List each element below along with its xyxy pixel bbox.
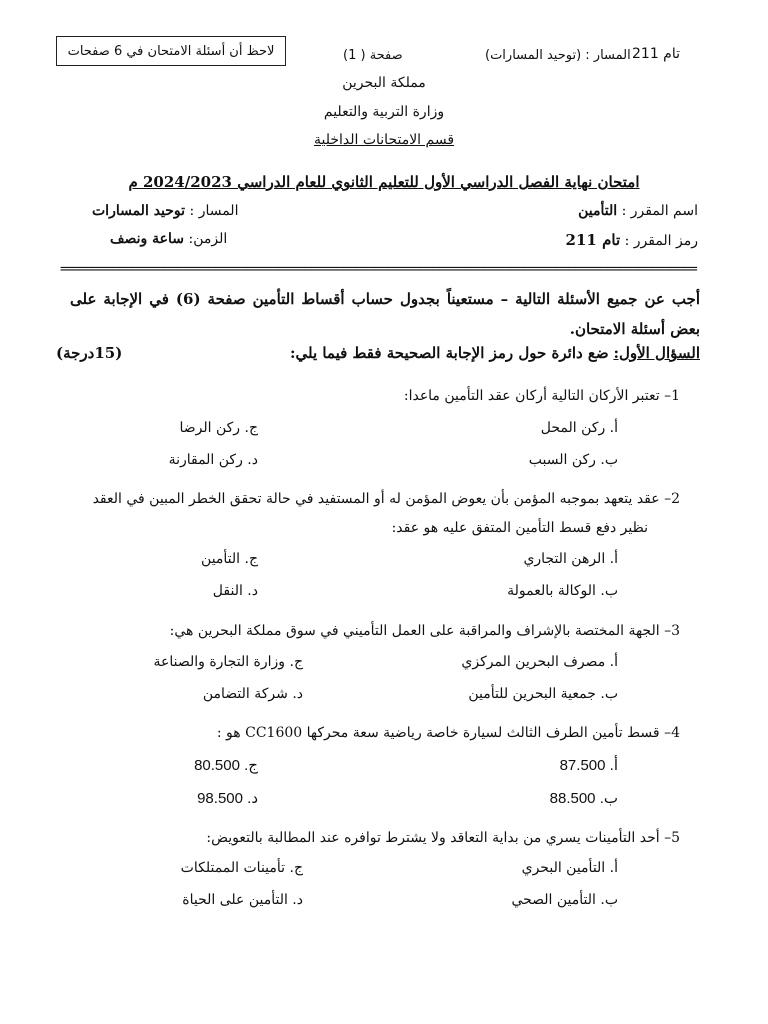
course-name-value: التأمين	[578, 203, 618, 219]
track-row	[92, 203, 238, 219]
pages-notice-box	[56, 36, 286, 66]
kingdom-name: مملكة البحرين	[342, 75, 426, 91]
question-1-option-b[interactable]: ب. ركن السبب	[528, 452, 618, 468]
question-2-option-a[interactable]: أ. الرهن التجاري	[523, 551, 618, 567]
question-1-option-c[interactable]: ج. ركن الرضا	[179, 420, 258, 436]
question-5-option-d[interactable]: د. التأمين على الحياة	[182, 892, 303, 908]
question-3-option-b[interactable]: ب. جمعية البحرين للتأمين	[468, 686, 618, 702]
department-name: قسم الامتحانات الداخلية	[313, 132, 455, 148]
question-2-option-b[interactable]: ب. الوكالة بالعمولة	[507, 583, 618, 599]
section-heading	[290, 344, 700, 362]
exam-title: امتحان نهاية الفصل الدراسي الأول للتعليم الثانوي للعام الدراسي 2024/2023 م	[128, 173, 640, 191]
question-4-option-b[interactable]: ب. 88.500	[549, 790, 618, 807]
question-3-option-c[interactable]: ج. وزارة التجارة والصناعة	[153, 654, 303, 670]
question-1-stem: 1– تعتبر الأركان التالية أركان عقد التأمين ماعدا:	[403, 388, 680, 404]
question-3-stem: 3– الجهة المختصة بالإشراف والمراقبة على العمل التأميني في سوق مملكة البحرين هي:	[169, 623, 680, 639]
question-5-stem: 5– أحد التأمينات يسري من بداية التعاقد ولا يشترط توافره عند المطالبة بالتعويض:	[206, 830, 680, 846]
section-label: السؤال الأول:	[613, 344, 700, 362]
time-value: ساعة ونصف	[110, 231, 185, 247]
question-5-option-b[interactable]: ب. التأمين الصحي	[511, 892, 618, 908]
question-4-stem: 4– قسط تأمين الطرف الثالث لسيارة خاصة رياضية سعة محركها CC1600 هو :	[216, 725, 680, 741]
separator-line: ===================================================================================================	[60, 262, 697, 277]
course-code-value: تام 211	[565, 231, 621, 249]
question-4-option-c[interactable]: ج. 80.500	[194, 757, 258, 774]
instructions: أجب عن جميع الأسئلة التالية – مستعيناً بجدول حساب أقساط التأمين صفحة (6) في الإجابة على بعض أسئلة الامتحان.	[70, 290, 700, 338]
page-number: صفحة ( 1)	[343, 48, 403, 63]
question-2-stem: 2– عقد يتعهد بموجبه المؤمن بأن يعوض المؤمن له أو المستفيد في حالة تحقق الخطر المبين في العقد	[92, 491, 680, 507]
header-track: المسار : (توحيد المسارات)	[485, 48, 631, 63]
time-row	[110, 231, 227, 247]
question-2-option-c[interactable]: ج. التأمين	[201, 551, 258, 567]
header-course-code: تام 211	[632, 46, 681, 62]
course-code-row	[566, 231, 698, 249]
section-text: ضع دائرة حول رمز الإجابة الصحيحة فقط فيما يلي:	[289, 344, 609, 362]
question-5-option-c[interactable]: ج. تأمينات الممتلكات	[180, 860, 303, 876]
question-4-option-d[interactable]: د. 98.500	[197, 790, 258, 807]
section-marks: (15درجة)	[56, 344, 123, 362]
track-value: توحيد المسارات	[92, 203, 186, 219]
question-4-option-a[interactable]: أ. 87.500	[559, 757, 618, 774]
question-3-option-d[interactable]: د. شركة التضامن	[202, 686, 303, 702]
question-1-option-a[interactable]: أ. ركن المحل	[540, 420, 618, 436]
question-1-option-d[interactable]: د. ركن المقارنة	[168, 452, 258, 468]
ministry-name: وزارة التربية والتعليم	[323, 104, 445, 120]
time-label: الزمن:	[188, 231, 228, 247]
course-code-label: رمز المقرر :	[624, 233, 698, 249]
question-2-stem-cont: نظير دفع قسط التأمين المتفق عليه هو عقد:	[391, 520, 648, 536]
question-5-option-a[interactable]: أ. التأمين البحري	[521, 860, 618, 876]
course-name-label: اسم المقرر :	[621, 203, 698, 219]
pages-notice-text: لاحظ أن أسئلة الامتحان في 6 صفحات	[67, 43, 275, 59]
course-name-row	[578, 203, 698, 219]
question-3-option-a[interactable]: أ. مصرف البحرين المركزي	[461, 654, 618, 670]
track-label: المسار :	[189, 203, 239, 219]
question-2-option-d[interactable]: د. النقل	[212, 583, 258, 599]
